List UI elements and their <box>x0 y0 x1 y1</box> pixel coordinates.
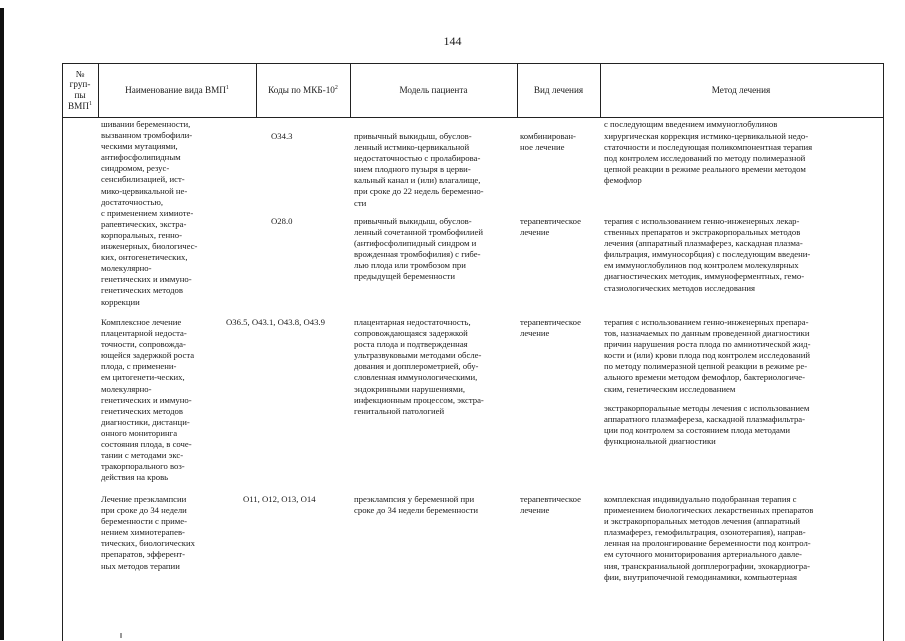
header-group-number: № груп- пы ВМП$^1$ <box>68 68 92 111</box>
treatment-method-cell: комплексная индивидуально подобранная терапия с применением биологических лекарственных препаратов и экстракорпоральных методов лечения (аппаратный плазмаферез, гемофильтрация, озонотерапия), направ- ленная на пролонгирование беременности под контрол- ем суточного мониторирования артериального давле- ния, транскраниальной допплерографии, эхокардиогра- фии, внутрипочечной гемодинамики, компьютерная <box>604 494 814 582</box>
vmp-name-cell: Комплексное лечение плацентарной недоста- точности, сопровожда- ющейся задержкой роста плода, с применени- ем цитогенети-ческих, молекулярно- генетических и иммуно- генетических методов диагностики, дистанци- онного мониторинга состояния плода, в соче- тании с методами экс- тракорпорального воз- действия на кровь <box>101 317 195 483</box>
patient-model-cell: плацентарная недостаточность, сопровождающаяся задержкой роста плода и подтвержденная ультразвуковыми методами обсле- дования и допплерометрией, обу- словленная иммунологическими, эндокринными нарушениями, инфекционным процессом, экстра- генитальной патологией <box>354 317 484 416</box>
treatment-type-cell: терапевтическое лечение <box>520 494 581 516</box>
treatment-type-cell: комбинирован- ное лечение <box>520 131 576 153</box>
patient-model-cell: преэклампсия у беременной при сроке до 34 недели беременности <box>354 494 479 516</box>
header-treatment-type: Вид лечения <box>533 84 584 95</box>
header-patient-model: Модель пациента <box>399 84 468 95</box>
treatment-method-cell: хирургическая коррекция истмико-цервикальной недо- статочности и последующая поликомпонентная терапия под контролем исследований по методу полимеразной цепной реакции в режиме реального времени методом фемофлор <box>604 131 813 186</box>
icd-code-cell: O36.5, O43.1, O43.8, O43.9 <box>226 317 325 327</box>
patient-model-cell: привычный выкидыш, обуслов- ленный истмико-цервикальной недостаточностью с пролабирова- нием плодного пузыря в церви- кальный канал и (или) влагалище, при сроке до 22 недель беременно- сти <box>354 131 484 208</box>
treatment-method-cell: терапия с использованием генно-инженерных препара- тов, назначаемых по данным проведенной диагностики причин нарушения роста плода по амниотической жид- кости и (или) крови плода под контролем исследований по методу полимеразной цепной реакции в режиме ре- ального времени методом фемофлор, бактериологиче- ским, генетическим исследованием <box>604 317 811 394</box>
treatment-method-cell: терапия с использованием генно-инженерных лекар- ственных препаратов и экстракорпоральных методов лечения (аппаратный плазмаферез, каскадная плазма- фильтрация, иммуносорбция) с последующим введени- ем иммуноглобулинов под контролем молекулярных диагностических методик, иммуноферментных, гемо- стазиологических методов исследования <box>604 216 811 293</box>
vmp-name-cell: Лечение преэклампсии при сроке до 34 недели беременности с приме- нением химиотерапев- тических, биологических препаратов, эфферент- ных методов терапии <box>101 494 196 571</box>
icd-code-cell: O34.3 <box>271 131 293 141</box>
page-number: 144 <box>443 34 462 48</box>
header-treatment-method: Метод лечения <box>711 84 771 95</box>
header-icd-codes: Коды по МКБ-$10^2$ <box>268 84 338 95</box>
patient-model-cell: привычный выкидыш, обуслов- ленный сочетанной тромбофилией (антифосфолипидный синдром и врожденная тромбофилия) с гибе- лью плода или тромбозом при предыдущей беременности <box>354 216 484 282</box>
icd-code-cell: O11, O12, O13, O14 <box>243 494 316 504</box>
treatment-type-cell: терапевтическое лечение <box>520 216 581 238</box>
scan-mark <box>120 633 122 638</box>
treatment-method-cell: экстракорпоральные методы лечения с использованием аппаратного плазмафереза, каскадной плазмафильтра- ции под контролем за состоянием плода методами функциональной диагностики <box>604 403 810 447</box>
treatment-type-cell: терапевтическое лечение <box>520 317 581 339</box>
icd-code-cell: O28.0 <box>271 216 293 226</box>
header-vmp-name: Наименование вида ВМП$^1$ <box>125 84 229 95</box>
treatment-method-cell: с последующим введением иммуноглобулинов <box>604 119 778 129</box>
binding-edge <box>0 8 4 640</box>
vmp-name-cell: шивании беременности, вызванном тромбофили- ческими мутациями, антифосфолипидным синдромом, резус- сенсибилизацией, ист- мико-цервикальной не- достаточностью, с применением химиоте- рапевтических, экстра- корпоральных, генно- инженерных, биологичес- ких, онтогенетических, молекулярно- генетических и иммуно- генетических методов коррекции <box>101 119 198 307</box>
